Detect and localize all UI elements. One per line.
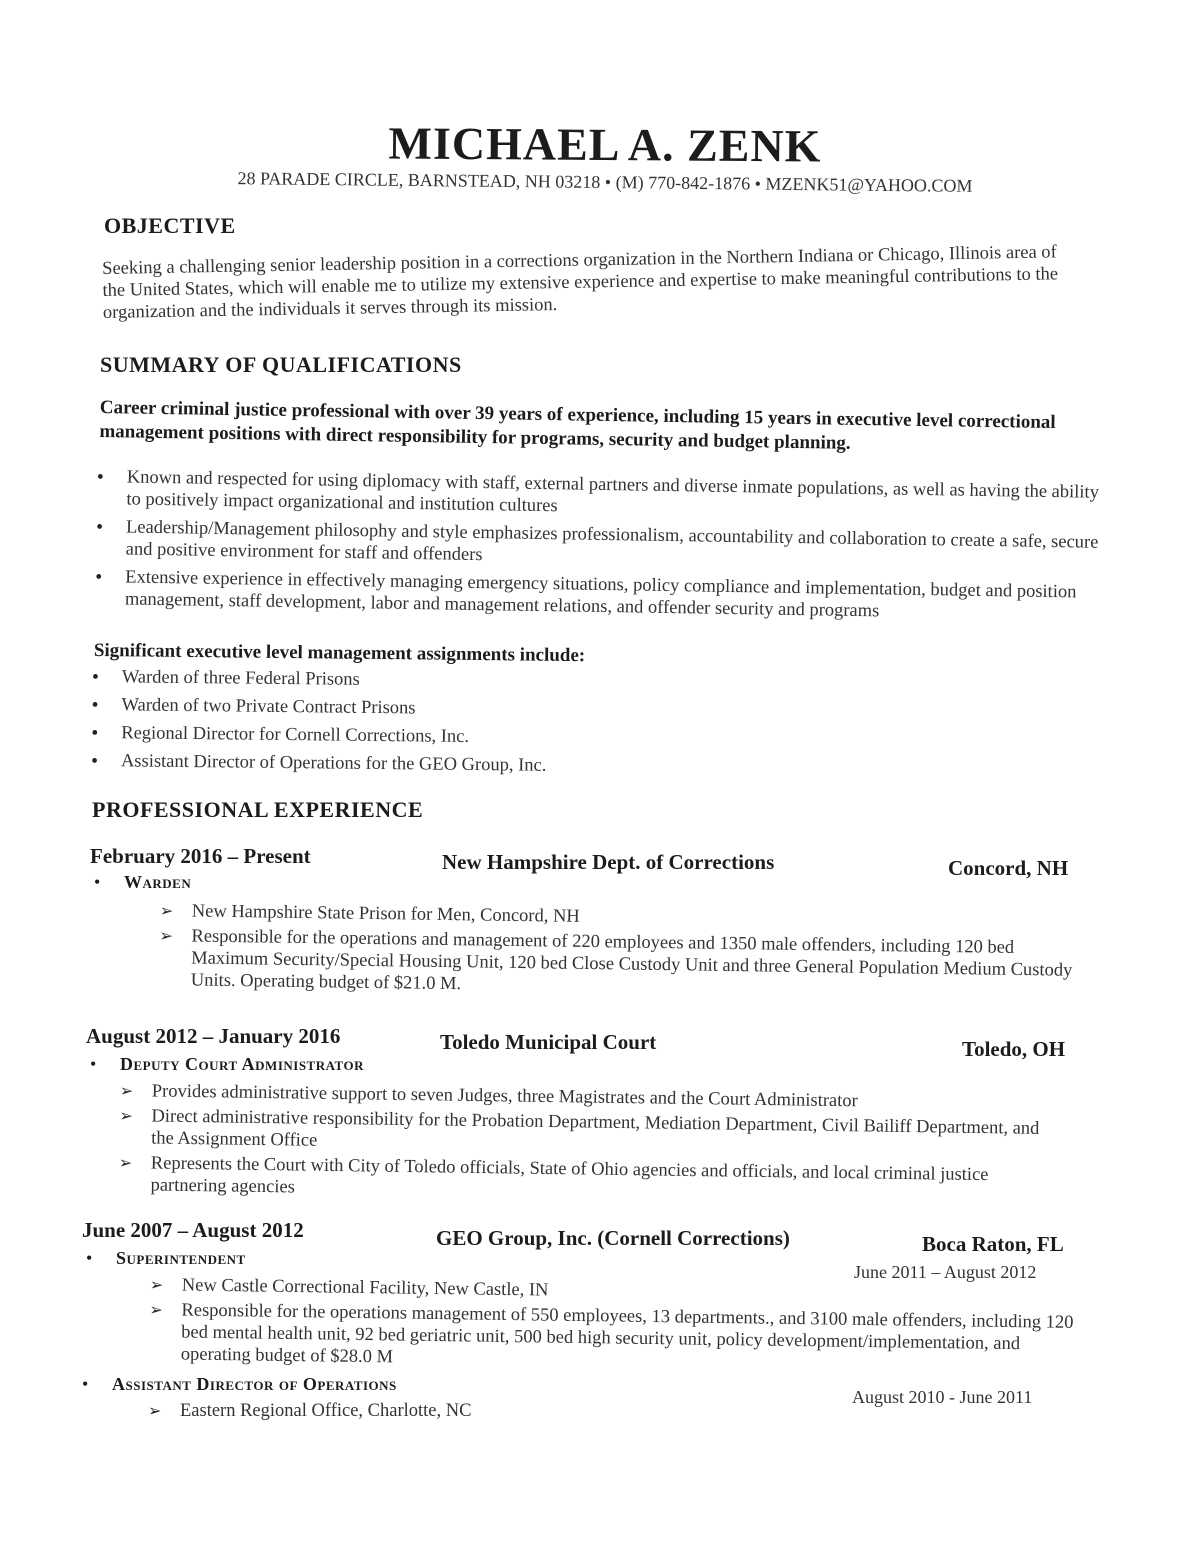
detail-item: ➢ Direct administrative responsibility for the Probation Department, Mediation Department, Civil Bailiff Department, and the Assignment Office <box>119 1105 1055 1162</box>
role-details <box>149 1274 1080 1381</box>
qualification-list <box>95 466 1107 632</box>
role-details <box>148 1400 1048 1425</box>
experience-heading: PROFESSIONAL EXPERIENCE <box>92 797 424 822</box>
assignment-item: • Regional Director for Cornell Corrections, Inc. <box>91 722 691 750</box>
role-details <box>159 900 1095 1007</box>
summary-lead: Career criminal justice professional with over 39 years of experience, including 15 years in executive level correctional management positions with direct responsibility for programs, security and budget planning. <box>99 396 1056 454</box>
job-location: Concord, NH <box>948 856 1069 880</box>
candidate-name: MICHAEL A. ZENK <box>388 117 822 172</box>
job-organization: Toledo Municipal Court <box>440 1030 657 1054</box>
role-details <box>118 1080 1055 1212</box>
role-dates: June 2011 – August 2012 <box>854 1262 1037 1282</box>
qualification-item: • Extensive experience in effectively managing emergency situations, policy compliance and implementation, budget and position management, staff development, labor and management relations, and offender security and programs <box>95 566 1106 626</box>
job-dates: February 2016 – Present <box>90 844 311 868</box>
summary-heading: SUMMARY OF QUALIFICATIONS <box>100 352 462 377</box>
detail-item: ➢ Responsible for the operations management of 550 employees, 13 departments., and 3100 male offenders, including 120 bed mental health unit, 92 bed geriatric unit, 500 bed high security unit, policy development/implementation, and operating budget of $28.0 M <box>149 1299 1080 1378</box>
job-role: • Warden <box>94 872 192 892</box>
job-role: • Superintendent <box>86 1248 246 1268</box>
objective-text: Seeking a challenging senior leadership position in a corrections organization in the Northern Indiana or Chicago, Illinois area of the United States, which will enable me to utilize my extensive experience and expertise to make meaningful contributions to the organization and the individuals it serves through its mission. <box>102 242 1059 323</box>
detail-item: ➢ New Castle Correctional Facility, New Castle, IN <box>150 1274 1080 1309</box>
job-role: • Deputy Court Administrator <box>90 1054 364 1074</box>
assignment-item: • Assistant Director of Operations for the GEO Group, Inc. <box>91 750 691 778</box>
detail-item: ➢ Provides administrative support to seven Judges, three Magistrates and the Court Administrator <box>120 1080 1055 1115</box>
assignments-list <box>91 666 692 784</box>
job-organization: GEO Group, Inc. (Cornell Corrections) <box>436 1226 790 1250</box>
job-dates: June 2007 – August 2012 <box>82 1218 304 1242</box>
role-dates: August 2010 - June 2011 <box>852 1387 1033 1407</box>
job-dates: August 2012 – January 2016 <box>86 1024 341 1048</box>
assignment-item: • Warden of three Federal Prisons <box>92 666 692 694</box>
job-location: Toledo, OH <box>962 1037 1066 1061</box>
qualification-item: • Known and respected for using diplomacy with staff, external partners and diverse inmate populations, as well as having the ability to positively impact organizational and institution cultures <box>96 466 1107 526</box>
qualification-item: • Leadership/Management philosophy and style emphasizes professionalism, accountability and collaboration to create a safe, secure and positive environment for staff and offenders <box>96 516 1107 576</box>
contact-line: 28 PARADE CIRCLE, BARNSTEAD, NH 03218 • (M) 770-842-1876 • MZENK51@YAHOO.COM <box>237 168 973 196</box>
job-role: • Assistant Director of Operations <box>82 1374 397 1394</box>
objective-heading: OBJECTIVE <box>104 213 236 238</box>
assignments-heading: Significant executive level management assignments include: <box>93 640 586 667</box>
job-location: Boca Raton, FL <box>922 1232 1064 1256</box>
assignment-item: • Warden of two Private Contract Prisons <box>91 694 691 722</box>
detail-item: ➢ Responsible for the operations and management of 220 employees and 1350 male offenders, including 120 bed Maximum Security/Special Housing Unit, 120 bed Close Custody Unit and three General Population Medium Custody Units. Operating budget of $21.0 M. <box>159 925 1095 1004</box>
detail-item: ➢ Eastern Regional Office, Charlotte, NC <box>148 1400 1048 1422</box>
job-organization: New Hampshire Dept. of Corrections <box>442 850 775 874</box>
detail-item: ➢ New Hampshire State Prison for Men, Concord, NH <box>160 900 1095 935</box>
detail-item: ➢ Represents the Court with City of Toledo officials, State of Ohio agencies and officials, and local criminal justice partnering agencies <box>118 1152 1054 1209</box>
